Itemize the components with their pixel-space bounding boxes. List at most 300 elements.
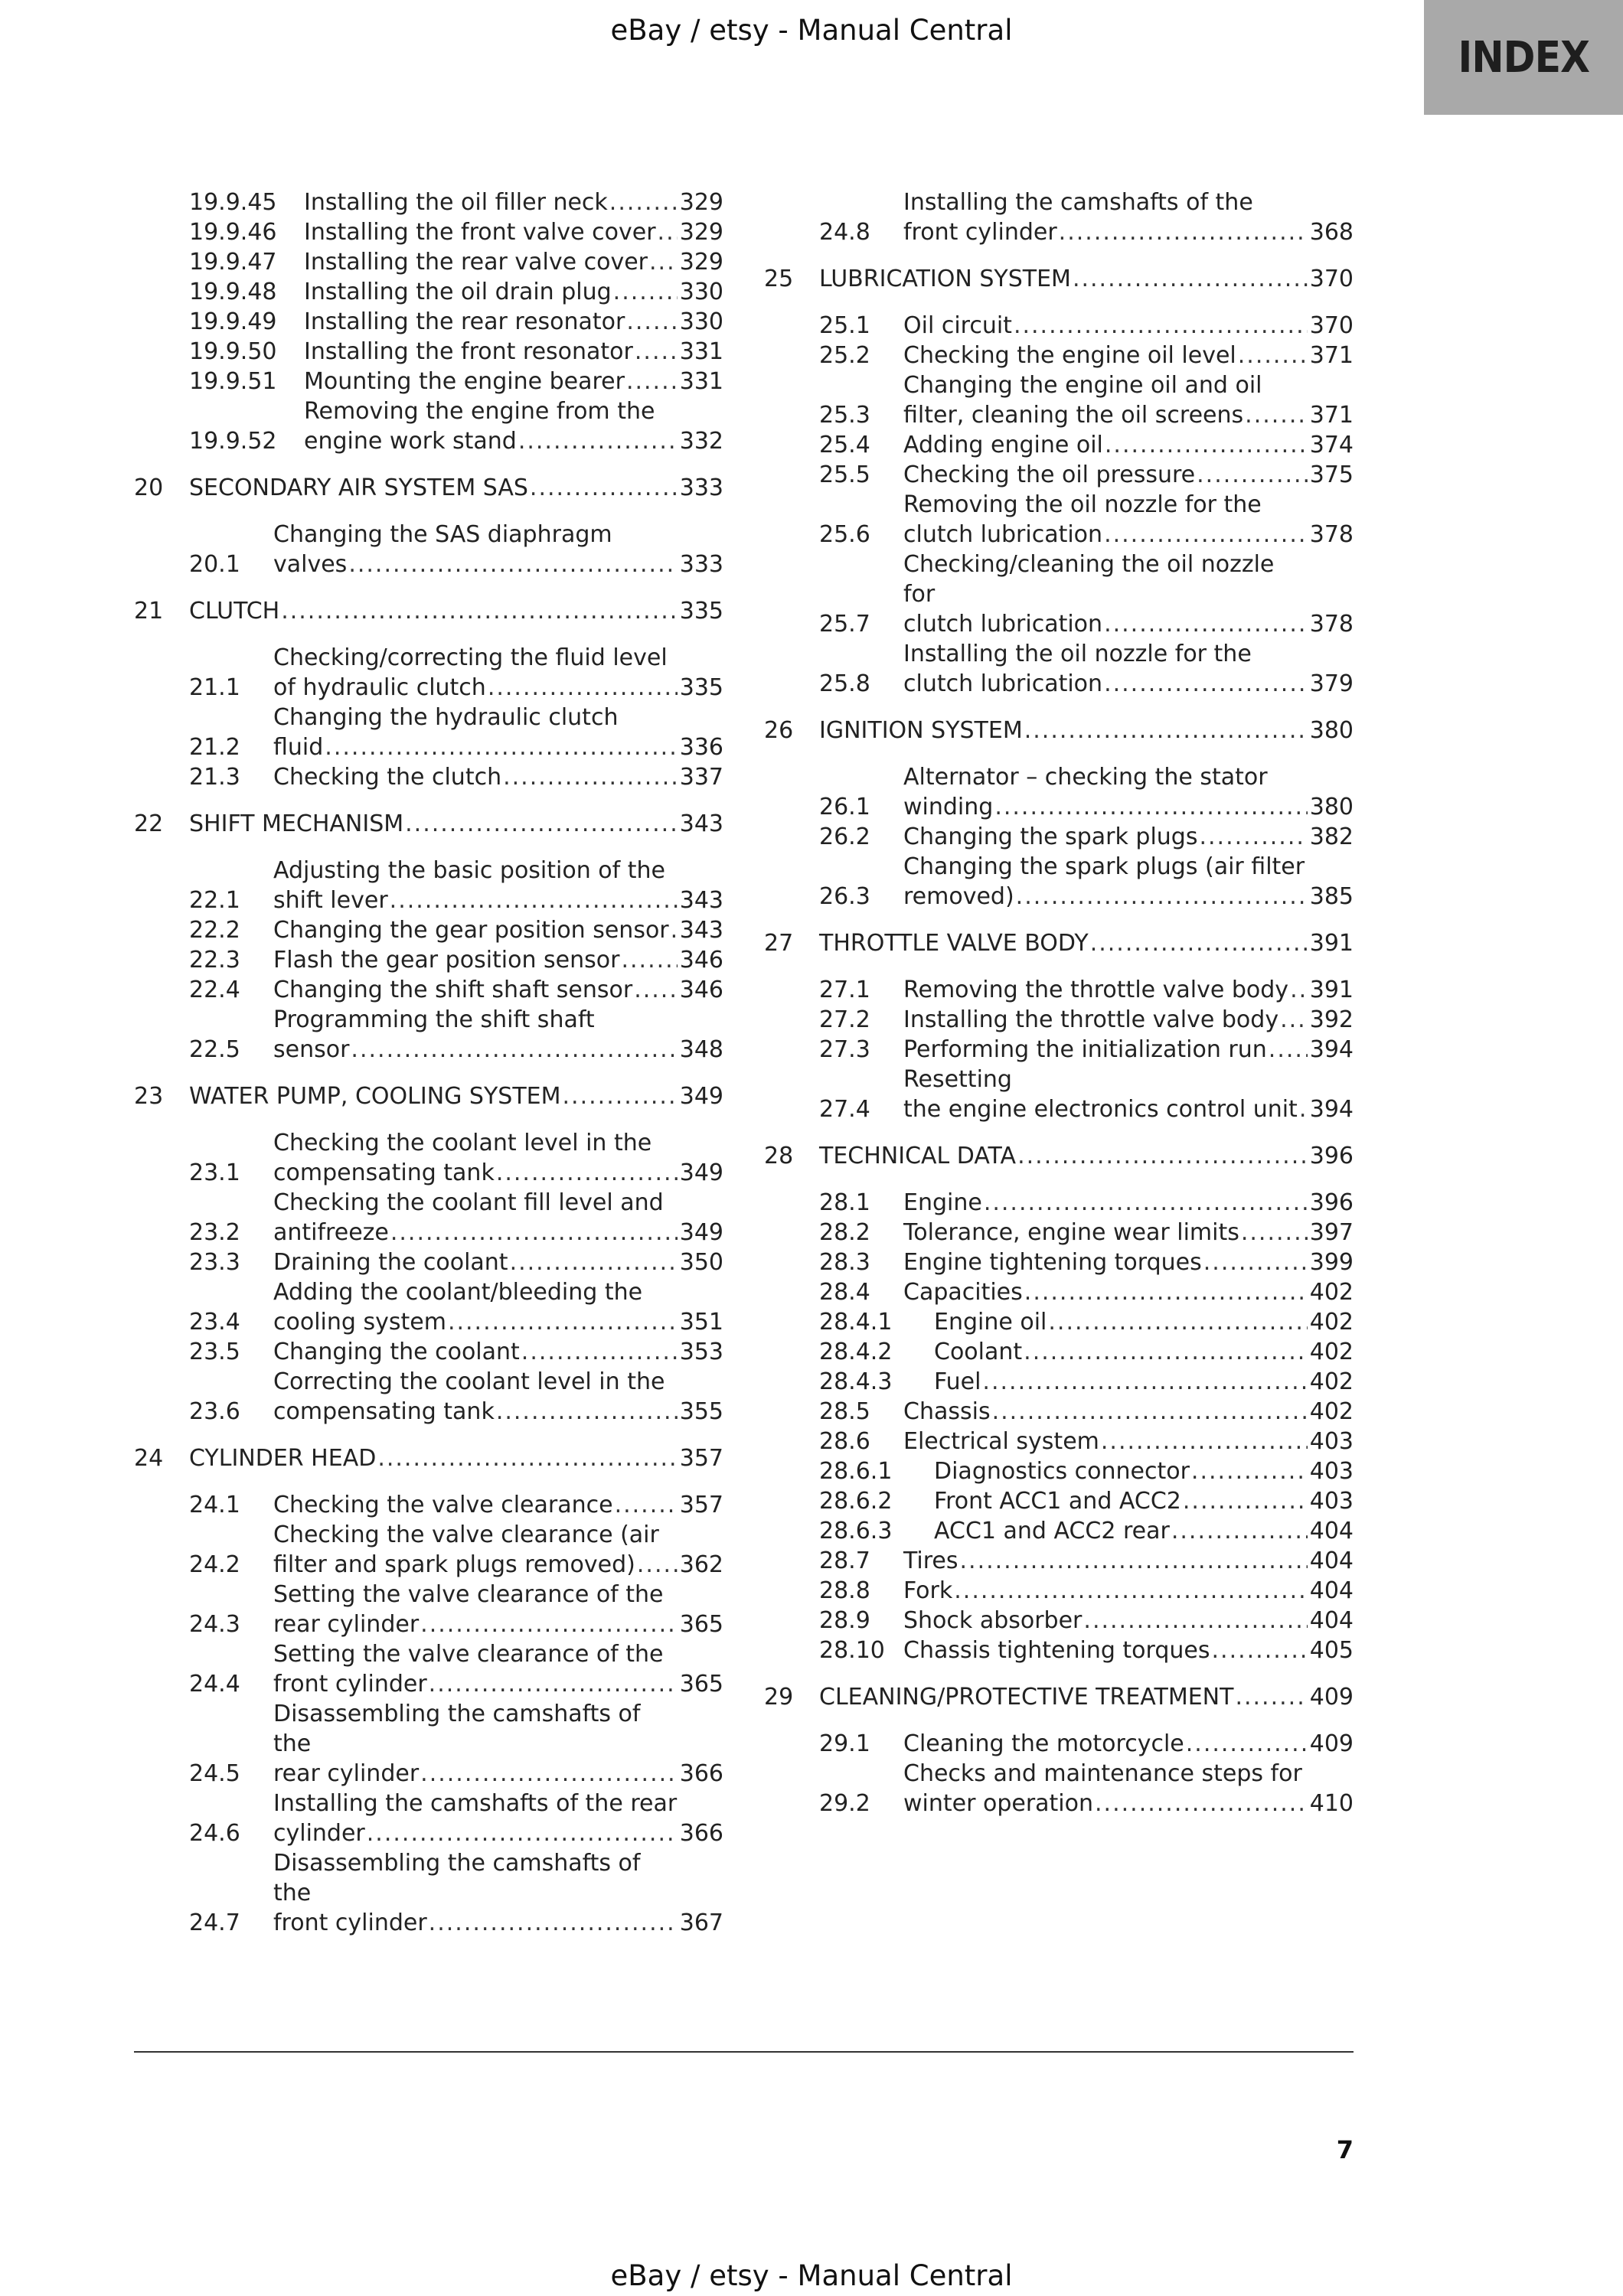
toc-entry-page: 403 [1309,1458,1354,1485]
toc-entry[interactable] [764,1682,1354,1712]
toc-entry[interactable] [189,975,723,1005]
toc-entry-title: Resetting [903,1066,1012,1093]
toc-entry-title: Installing the throttle valve body [903,1006,1279,1033]
toc-entry-number: 28.7 [819,1548,870,1574]
toc-entry-number: 28.3 [819,1249,870,1276]
toc-entry[interactable] [819,490,1354,550]
toc-entry[interactable] [189,1188,723,1247]
toc-entry-page: 336 [679,734,723,761]
toc-entry-title: Oil circuit [903,312,1012,339]
toc-entry-number: 21 [134,598,164,625]
toc-entry-page: 350 [679,1249,723,1276]
toc-entry-title: Installing the front resonator [304,338,633,365]
toc-entry[interactable] [764,1141,1354,1171]
dot-leader [609,188,678,217]
toc-entry[interactable] [819,1427,1354,1456]
toc-entry-number: 24.5 [189,1760,240,1787]
toc-entry-number: 28.6.1 [819,1458,893,1485]
toc-entry-title: clutch lubrication [903,670,1103,697]
toc-entry[interactable] [764,716,1354,745]
toc-entry-title: Tolerance, engine wear limits [903,1219,1239,1246]
toc-entry[interactable] [819,1576,1354,1606]
toc-entry[interactable] [819,852,1354,912]
toc-entry-title: rear cylinder [273,1611,420,1638]
toc-entry-page: 333 [679,475,723,501]
toc-entry-page: 343 [679,887,723,914]
toc-entry-page: 349 [679,1219,723,1246]
toc-entry[interactable] [819,1456,1354,1486]
toc-entry-title: Draining the coolant [273,1249,508,1276]
dot-leader [626,367,678,396]
toc-entry-number: 19.9.46 [189,219,277,246]
toc-entry-number: 24.2 [189,1551,240,1578]
toc-entry-page: 379 [1309,670,1354,697]
dot-leader [348,550,678,579]
toc-entry-page: 404 [1309,1577,1354,1604]
dot-leader [281,596,678,626]
watermark-bottom: eBay / etsy - Manual Central [610,2259,1013,2292]
toc-entry-title: Correcting the coolant level in the [273,1368,665,1395]
toc-entry[interactable] [189,396,723,456]
toc-entry[interactable] [189,367,723,396]
toc-entry[interactable] [819,188,1354,247]
dot-leader [1203,1247,1308,1277]
toc-entry-number: 21.2 [189,734,240,761]
toc-entry[interactable] [189,915,723,945]
toc-entry-title: Shock absorber [903,1607,1083,1634]
toc-entry-number: 22.3 [189,947,240,974]
toc-entry-number: 28.6.3 [819,1518,893,1544]
toc-entry-number: 19.9.50 [189,338,277,365]
watermark-top: eBay / etsy - Manual Central [610,14,1013,47]
dot-leader [613,277,678,307]
dot-leader [626,307,678,337]
toc-entry[interactable] [764,264,1354,294]
toc-entry[interactable] [819,1337,1354,1367]
toc-entry-title: Changing the SAS diaphragm [273,521,612,548]
toc-entry[interactable] [819,975,1354,1005]
toc-entry-page: 330 [679,308,723,335]
toc-entry-title: Checking the engine oil level [903,342,1236,369]
toc-entry-title: Removing the engine from the [304,398,655,425]
toc-entry-number: 23.3 [189,1249,240,1276]
toc-entry[interactable] [819,1759,1354,1818]
toc-entry-number: 22 [134,810,164,837]
toc-entry-title: Changing the hydraulic clutch [273,704,619,731]
toc-entry-number: 23.1 [189,1159,240,1186]
toc-entry-title: Setting the valve clearance of the [273,1581,664,1608]
toc-entry[interactable] [819,1729,1354,1759]
dot-leader [1212,1636,1308,1665]
toc-entry-title: Disassembling the camshafts of the [273,1850,641,1906]
dot-leader [390,885,678,915]
toc-entry-title: winter operation [903,1790,1094,1817]
toc-entry-number: 22.4 [189,977,240,1003]
dot-leader [1024,716,1308,745]
toc-entry[interactable] [134,473,723,503]
toc-entry-title: Installing the oil nozzle for the [903,641,1252,667]
toc-entry[interactable] [189,217,723,247]
toc-entry-title: the engine electronics control unit [903,1096,1298,1123]
toc-entry[interactable] [819,1035,1354,1065]
toc-entry-page: 368 [1309,219,1354,246]
toc-entry[interactable] [189,1128,723,1188]
toc-entry-title: ACC1 and ACC2 rear [934,1518,1170,1544]
toc-entry[interactable] [819,370,1354,430]
toc-entry-title: Chassis [903,1398,991,1425]
toc-entry-number: 27.1 [819,977,870,1003]
toc-entry-title: Checking the coolant fill level and [273,1189,664,1216]
toc-entry-number: 26.2 [819,823,870,850]
toc-entry-page: 337 [679,764,723,791]
toc-entry-number: 27.3 [819,1036,870,1063]
toc-entry-page: 374 [1309,432,1354,458]
toc-entry[interactable] [189,1490,723,1520]
dot-leader [1245,400,1308,430]
dot-leader [1024,1337,1308,1367]
toc-entry-page: 405 [1309,1637,1354,1664]
toc-entry-page: 402 [1309,1368,1354,1395]
toc-entry[interactable] [189,1789,723,1848]
toc-entry-number: 28.4 [819,1279,870,1306]
dot-leader [1073,264,1308,294]
toc-entry[interactable] [134,596,723,626]
toc-entry-page: 329 [679,249,723,276]
toc-entry[interactable] [189,1005,723,1065]
toc-entry[interactable] [819,341,1354,370]
dot-leader [496,1397,678,1427]
toc-entry-page: 391 [1309,977,1354,1003]
toc-entry[interactable] [819,1486,1354,1516]
toc-entry[interactable] [819,1397,1354,1427]
page-number: 7 [1336,2135,1354,2164]
dot-leader [1105,430,1308,460]
toc-entry-page: 330 [679,279,723,305]
toc-entry[interactable] [189,1247,723,1277]
dot-leader [367,1818,678,1848]
toc-entry-title: Checking the coolant level in the [273,1130,652,1156]
dot-leader [1059,217,1308,247]
toc-entry-page: 380 [1309,794,1354,820]
toc-entry-title: Changing the spark plugs [903,823,1198,850]
toc-entry[interactable] [189,1639,723,1699]
toc-entry-title: Checks and maintenance steps for [903,1760,1302,1787]
toc-entry[interactable] [819,1636,1354,1665]
toc-entry[interactable] [189,945,723,975]
toc-entry[interactable] [189,1699,723,1789]
toc-entry-title: Changing the spark plugs (air filter [903,853,1305,880]
toc-entry-title: fluid [273,734,324,761]
toc-entry-page: 365 [679,1671,723,1698]
dot-leader [429,1908,678,1938]
toc-entry[interactable] [189,856,723,915]
toc-entry-title: Flash the gear position sensor [273,947,620,974]
toc-entry-page: 370 [1309,312,1354,339]
toc-entry-number: 28 [764,1143,794,1169]
toc-entry-title: Coolant [934,1339,1023,1365]
toc-entry[interactable] [819,550,1354,639]
toc-entry-page: 409 [1309,1684,1354,1711]
toc-entry[interactable] [819,460,1354,490]
toc-entry-number: 28.4.3 [819,1368,893,1395]
dot-leader [1238,341,1308,370]
toc-entry-title: Front ACC1 and ACC2 [934,1488,1181,1515]
dot-leader [1095,1789,1308,1818]
dot-leader [658,217,678,247]
toc-entry-title: Checking/correcting the fluid level [273,644,668,671]
toc-entry-number: 24.4 [189,1671,240,1698]
toc-entry[interactable] [189,643,723,703]
toc-entry-number: 25.3 [819,402,870,429]
toc-entry[interactable] [819,1606,1354,1636]
dot-leader [1083,1606,1308,1636]
toc-entry-title: Cleaning the motorcycle [903,1730,1184,1757]
toc-entry-page: 329 [679,189,723,216]
toc-entry-number: 21.3 [189,764,240,791]
toc-entry[interactable] [819,1005,1354,1035]
toc-entry[interactable] [189,1848,723,1938]
dot-leader [325,732,678,762]
toc-entry[interactable] [819,1546,1354,1576]
toc-entry-number: 22.5 [189,1036,240,1063]
dot-leader [510,1247,678,1277]
toc-entry-title: removed) [903,883,1014,910]
dot-leader [994,792,1308,822]
toc-entry-title: Diagnostics connector [934,1458,1190,1485]
toc-entry-page: 335 [679,598,723,625]
toc-entry-title: Installing the oil drain plug [304,279,612,305]
dot-leader [1017,1141,1308,1171]
toc-entry[interactable] [819,762,1354,822]
dot-leader [518,426,678,456]
dot-leader [1191,1456,1308,1486]
toc-entry-title: valves [273,551,348,578]
toc-entry[interactable] [819,1188,1354,1218]
toc-entry[interactable] [189,1520,723,1580]
toc-entry-page: 333 [679,551,723,578]
toc-entry-page: 371 [1309,402,1354,429]
dot-leader [1171,1516,1308,1546]
dot-leader [448,1307,678,1337]
toc-entry-page: 346 [679,947,723,974]
dot-leader [1199,822,1308,852]
toc-entry-number: 24.7 [189,1910,240,1936]
toc-entry-number: 25.4 [819,432,870,458]
toc-entry[interactable] [189,520,723,579]
toc-entry-page: 331 [679,368,723,395]
toc-entry-title: winding [903,794,994,820]
footer-rule [134,2051,1354,2053]
toc-entry-title: TECHNICAL DATA [819,1143,1017,1169]
toc-entry-title: Adjusting the basic position of the [273,857,665,884]
toc-column-left [134,188,723,1938]
toc-entry[interactable] [819,1247,1354,1277]
toc-entry-title: Changing the shift shaft sensor [273,977,633,1003]
dot-leader [649,247,678,277]
toc-entry[interactable] [819,1307,1354,1337]
toc-entry[interactable] [189,188,723,217]
toc-entry-title: WATER PUMP, COOLING SYSTEM [189,1083,561,1110]
toc-entry-number: 24.3 [189,1611,240,1638]
toc-entry-title: IGNITION SYSTEM [819,717,1023,744]
toc-entry[interactable] [819,1277,1354,1307]
dot-leader [634,975,678,1005]
toc-entry-title: Engine [903,1189,982,1216]
toc-entry-number: 26 [764,717,794,744]
toc-entry[interactable] [819,1367,1354,1397]
toc-entry-title: Changing the coolant [273,1339,520,1365]
toc-entry-number: 29 [764,1684,794,1711]
toc-entry-title: cooling system [273,1309,446,1336]
dot-leader [637,1550,678,1580]
toc-entry-title: THROTTLE VALVE BODY [819,930,1089,957]
toc-entry-number: 27.2 [819,1006,870,1033]
toc-entry[interactable] [819,639,1354,699]
toc-entry-title: Chassis tightening torques [903,1637,1210,1664]
toc-entry[interactable] [189,337,723,367]
dot-leader [405,809,678,839]
toc-entry-number: 26.1 [819,794,870,820]
toc-entry-number: 28.2 [819,1219,870,1246]
toc-entry-number: 28.8 [819,1577,870,1604]
toc-entry-title: Installing the rear resonator [304,308,625,335]
toc-entry-title: Tires [903,1548,958,1574]
toc-entry-number: 19.9.47 [189,249,277,276]
toc-entry[interactable] [189,1367,723,1427]
toc-entry-number: 25.6 [819,521,870,548]
dot-leader [377,1443,678,1473]
toc-entry-page: 378 [1309,521,1354,548]
toc-entry-page: 346 [679,977,723,1003]
toc-entry-title: Installing the rear valve cover [304,249,648,276]
dot-leader [390,1218,678,1247]
toc-entry-title: CLUTCH [189,598,280,625]
toc-entry-page: 403 [1309,1428,1354,1455]
toc-entry[interactable] [189,277,723,307]
toc-entry-number: 28.10 [819,1637,885,1664]
toc-entry-number: 29.1 [819,1730,870,1757]
toc-entry[interactable] [819,430,1354,460]
toc-entry-page: 399 [1309,1249,1354,1276]
dot-leader [621,945,678,975]
toc-entry[interactable] [819,1065,1354,1124]
toc-entry-number: 28.4.1 [819,1309,893,1336]
dot-leader [635,337,678,367]
dot-leader [1197,460,1308,490]
dot-leader [420,1609,678,1639]
toc-entry[interactable] [189,307,723,337]
toc-entry-page: 357 [679,1492,723,1518]
toc-entry[interactable] [134,809,723,839]
toc-entry[interactable] [764,928,1354,958]
dot-leader [351,1035,678,1065]
toc-entry[interactable] [189,247,723,277]
toc-entry-page: 392 [1309,1006,1354,1033]
toc-entry-page: 409 [1309,1730,1354,1757]
toc-entry-title: Changing the gear position sensor [273,917,669,944]
dot-leader [954,1576,1308,1606]
dot-leader [615,1490,678,1520]
dot-leader [488,673,678,703]
toc-entry-number: 22.1 [189,887,240,914]
toc-column-right [764,188,1354,1818]
toc-entry-title: Changing the engine oil and oil [903,372,1262,399]
toc-entry-title: Engine tightening torques [903,1249,1202,1276]
toc-entry-title: Removing the oil nozzle for the [903,491,1262,518]
toc-entry-title: Performing the initialization run [903,1036,1267,1063]
toc-entry[interactable] [134,1443,723,1473]
toc-entry-number: 25.1 [819,312,870,339]
toc-entry-page: 349 [679,1083,723,1110]
toc-entry-title: compensating tank [273,1159,495,1186]
toc-entry-title: SHIFT MECHANISM [189,810,404,837]
toc-entry-page: 410 [1309,1790,1354,1817]
toc-entry-page: 343 [679,917,723,944]
toc-entry[interactable] [189,703,723,762]
toc-entry-page: 343 [679,810,723,837]
toc-entry-number: 24.6 [189,1820,240,1847]
toc-entry-number: 28.4.2 [819,1339,893,1365]
toc-entry[interactable] [189,1580,723,1639]
toc-entry-page: 378 [1309,611,1354,638]
toc-entry[interactable] [189,1277,723,1337]
toc-entry-number: 19.9.48 [189,279,277,305]
toc-entry-page: 404 [1309,1607,1354,1634]
toc-entry-page: 394 [1309,1096,1354,1123]
toc-entry-title: shift lever [273,887,388,914]
toc-entry-number: 19.9.49 [189,308,277,335]
toc-entry-page: 402 [1309,1309,1354,1336]
toc-entry-number: 23.5 [189,1339,240,1365]
toc-entry-page: 375 [1309,461,1354,488]
toc-entry-title: clutch lubrication [903,521,1103,548]
toc-entry-number: 25.8 [819,670,870,697]
dot-leader [982,1367,1308,1397]
toc-entry-page: 382 [1309,823,1354,850]
toc-entry-title: filter, cleaning the oil screens [903,402,1244,429]
toc-entry-number: 19.9.51 [189,368,277,395]
dot-leader [496,1158,678,1188]
toc-entry-title: Fork [903,1577,953,1604]
toc-entry[interactable] [819,311,1354,341]
dot-leader [1241,1218,1308,1247]
toc-entry-number: 28.1 [819,1189,870,1216]
toc-entry-page: 396 [1309,1189,1354,1216]
toc-entry-title: front cylinder [273,1910,427,1936]
toc-entry-title: Disassembling the camshafts of the [273,1701,641,1757]
toc-entry[interactable] [189,1337,723,1367]
toc-entry-page: 355 [679,1398,723,1425]
toc-entry[interactable] [819,1516,1354,1546]
toc-entry-title: Installing the camshafts of the [903,189,1253,216]
toc-entry-title: front cylinder [273,1671,427,1698]
toc-entry-number: 24.8 [819,219,870,246]
toc-entry[interactable] [189,762,723,792]
toc-entry-title: Installing the oil filler neck [304,189,608,216]
dot-leader [1048,1307,1308,1337]
toc-entry-number: 21.1 [189,674,240,701]
toc-entry[interactable] [819,1218,1354,1247]
toc-entry[interactable] [819,822,1354,852]
toc-entry-page: 385 [1309,883,1354,910]
dot-leader [1016,882,1308,912]
index-tab [1424,0,1623,115]
dot-leader [1186,1729,1308,1759]
toc-entry-page: 366 [679,1760,723,1787]
toc-entry-number: 19.9.52 [189,428,277,455]
toc-entry[interactable] [134,1081,723,1111]
toc-entry-title: Mounting the engine bearer [304,368,625,395]
